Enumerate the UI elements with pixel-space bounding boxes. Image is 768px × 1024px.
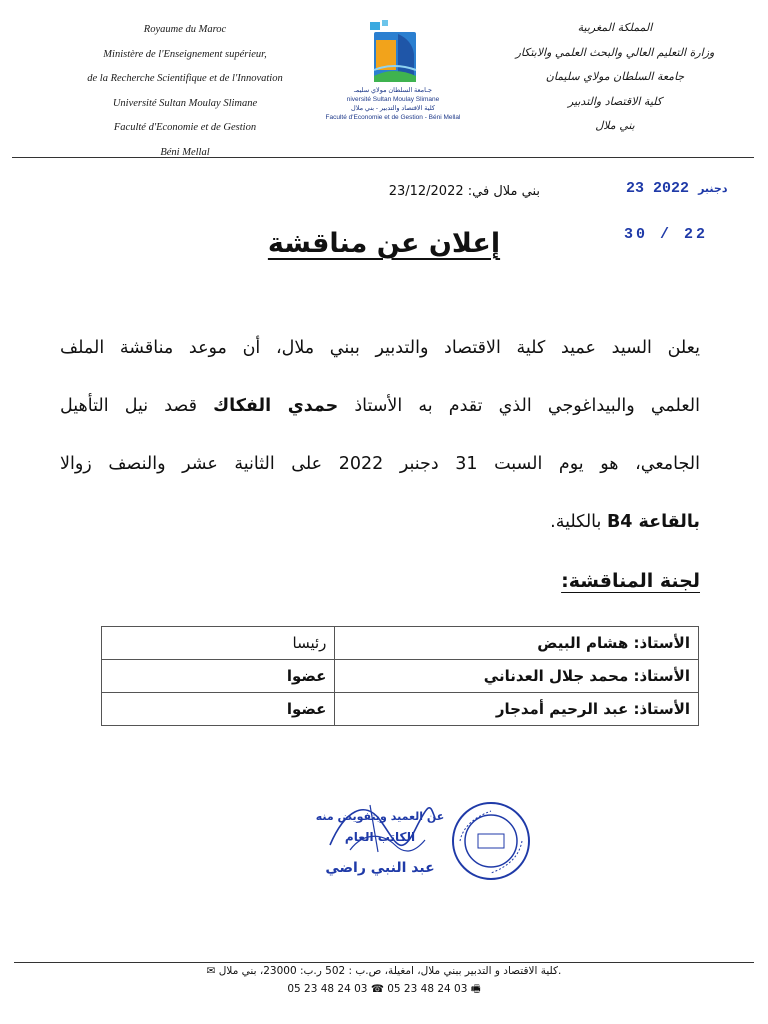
document-date: بني ملال في: 23/12/2022 — [388, 184, 540, 199]
header-fr-line: de la Recherche Scientifique et de l'Innovation — [87, 73, 283, 84]
jury-role: عضوا — [102, 660, 335, 693]
header-ar-line: المملكة المغربية — [577, 21, 653, 34]
jury-name: الأستاذ: هشام البيض — [335, 627, 699, 660]
jury-name: الأستاذ: عبد الرحيم أمدجار — [335, 693, 699, 726]
committee-title-text: لجنة المناقشة: — [561, 570, 700, 592]
header-fr-line: Béni Mellal — [160, 146, 210, 158]
jury-role: عضوا — [102, 693, 335, 726]
handwritten-signature-icon — [320, 790, 440, 870]
signature-line-2: الكاتب العام — [344, 830, 416, 844]
header-fr-line: Royaume du Maroc — [143, 24, 227, 35]
header-fr-line: Université Sultan Moulay Slimane — [112, 97, 258, 109]
table-row — [102, 627, 699, 660]
jury-name: الأستاذ: محمد جلال العدناني — [335, 660, 699, 693]
body-line-2 — [60, 396, 700, 416]
room-name: بالقاعة B4 — [606, 512, 700, 532]
logo-caption-line: Faculté d'Economie et de Gestion - Béni Mellal — [325, 114, 461, 121]
header-fr-line: Faculté d'Economie et de Gestion — [113, 122, 257, 133]
announcement-title-text: إعلان عن مناقشة — [267, 228, 501, 259]
reception-stamp-date — [626, 180, 727, 197]
committee-title — [540, 570, 700, 592]
header-ar-line: جامعة السلطان مولاي سليمان — [545, 70, 685, 83]
stamp-day: 23 — [626, 180, 645, 197]
header-french — [30, 18, 340, 165]
header-arabic — [480, 16, 750, 139]
header-ar-line: كلية الاقتصاد والتدبير — [567, 94, 663, 108]
header-ar-line: بني ملال — [595, 119, 635, 132]
logo-caption — [318, 86, 468, 122]
body-line-4 — [60, 512, 700, 532]
signature-line-1: عن العميد وبتفويض منه — [315, 810, 445, 823]
header-ar-line: وزارة التعليم العالي والبحث العلمي والابتكار — [515, 45, 715, 59]
jury-role: رئيسا — [102, 627, 335, 660]
stamp-year: 2022 — [653, 180, 690, 197]
body-line-3: الجامعي، هو يوم السبت 31 دجنبر 2022 على الثانية عشر والنصف زوالا — [60, 454, 700, 474]
logo-caption-line: niversité Sultan Moulay Slimane — [346, 96, 440, 103]
logo-caption-line: جـامعة السلطان مولاي سليمـ — [353, 87, 433, 94]
announcement-title — [200, 228, 568, 259]
candidate-name: حمدي الفكاك — [213, 396, 339, 416]
body-text: قصد نيل التأهيل — [60, 396, 197, 416]
stamp-month: دجنبر — [698, 182, 728, 195]
table-row — [102, 660, 699, 693]
body-line-1: يعلن السيد عميد كلية الاقتصاد والتدبير ببني ملال، أن موعد مناقشة الملف — [60, 338, 700, 358]
logo-caption-line: كلية الاقتصاد والتدبير - بني ملال — [351, 105, 435, 112]
jury-table — [101, 626, 699, 726]
footer-address: ✉ كلية الاقتصاد و التدبير ببني ملال، امغيلة، ص.ب : 502 ر.ب: 23000، بني ملال. — [206, 965, 562, 977]
footer-phones: 05 23 48 24 03 ☎ 05 23 48 24 03 🖷 — [287, 983, 481, 995]
reception-stamp-number: 30 / 22 — [624, 226, 709, 243]
table-row — [102, 693, 699, 726]
header-fr-line: Ministère de l'Enseignement supérieur, — [103, 48, 267, 60]
body-text: العلمي والبيداغوجي الذي تقدم به الأستاذ — [354, 396, 700, 416]
footer-divider — [14, 962, 754, 963]
signature-line-3: عبد النبي راضي — [325, 860, 435, 876]
official-seal-icon — [450, 800, 532, 882]
header-divider — [12, 157, 754, 158]
body-text: بالكلية. — [550, 512, 602, 532]
